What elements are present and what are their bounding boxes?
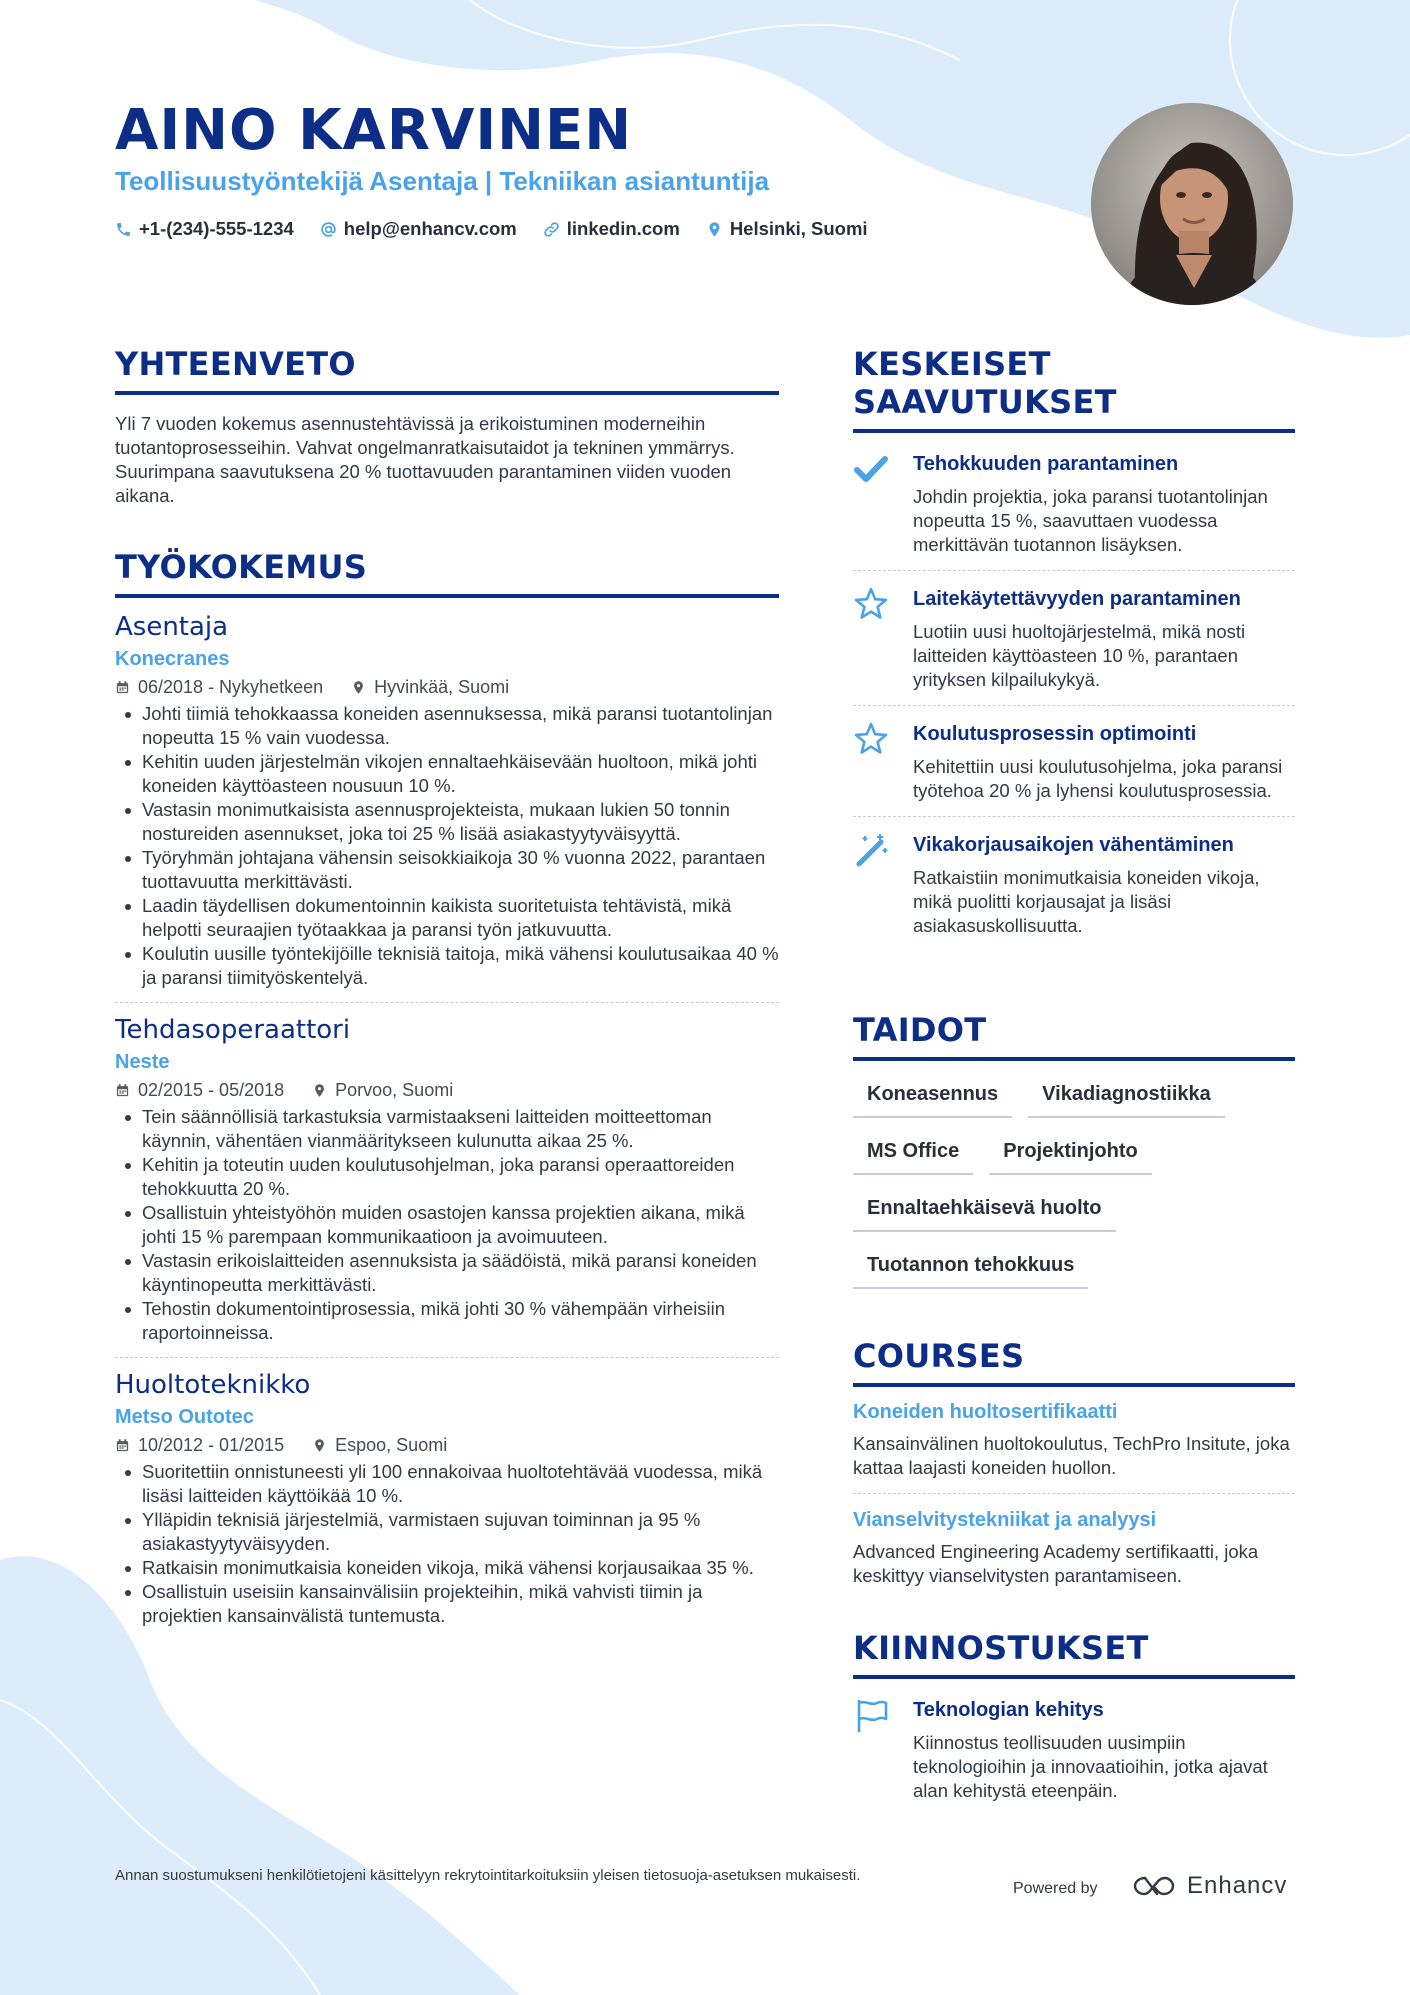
achievement-desc: Johdin projektia, joka paransi tuotantolinjan nopeutta 15 %, saavuttaen vuodessa merkittävän tuotannon lisäyksen. (913, 486, 1268, 555)
candidate-name: AINO KARVINEN (115, 98, 633, 163)
bullet-item: Ylläpidin teknisiä järjestelmiä, varmistaen sujuvan toiminnan ja 95 % asiakastyytyväisyyden. (115, 1508, 779, 1556)
flag-icon (853, 1697, 889, 1733)
achievement-title: Koulutusprosessin optimointi (913, 723, 1197, 745)
contact-bar (115, 218, 868, 240)
experience-title: TYÖKOKEMUS (115, 548, 368, 586)
email-text: help@enhancv.com (343, 218, 517, 239)
linkedin-text: linkedin.com (566, 218, 680, 239)
skill-tag: Projektinjohto (989, 1140, 1151, 1175)
skills-section (853, 1011, 1295, 1289)
bullet-item: Vastasin monimutkaisista asennusprojekteista, mukaan lukien 50 tonnin nostureiden asennukset, joka toi 25 % lisää asiakastyytyväisyyttä. (115, 798, 779, 846)
divider (853, 705, 1295, 706)
skill-tag: Tuotannon tehokkuus (853, 1254, 1088, 1289)
bullet-item: Koulutin uusille työntekijöille teknisiä taitoja, mikä vähensi koulutusaikaa 40 % ja paransi tiimityöskentelyä. (115, 942, 779, 990)
achievements-title: KESKEISET SAAVUTUKSET (853, 345, 1117, 421)
contact-email[interactable] (320, 218, 517, 240)
achievement-title: Laitekäytettävyyden parantaminen (913, 588, 1241, 610)
location-pin-icon (351, 680, 366, 695)
enhancv-logo[interactable] (1131, 1872, 1287, 1900)
phone-text: +1-(234)-555-1234 (139, 218, 294, 239)
job-entry (115, 612, 779, 990)
phone-icon (115, 221, 132, 238)
skill-tag: Koneasennus (853, 1083, 1012, 1118)
skill-tag: Vikadiagnostiikka (1028, 1083, 1225, 1118)
skills-rule (853, 1057, 1295, 1061)
job-dates-text: 06/2018 - Nykyhetkeen (138, 677, 324, 697)
job-bullets (115, 702, 779, 990)
job-dates (115, 1435, 284, 1456)
skill-tag: MS Office (853, 1140, 973, 1175)
job-dates-text: 10/2012 - 01/2015 (138, 1435, 285, 1455)
job-entry (115, 1015, 779, 1345)
summary-rule (115, 391, 779, 395)
contact-location (706, 218, 868, 240)
job-bullets (115, 1460, 779, 1628)
divider (115, 1357, 779, 1358)
bullet-item: Tein säännöllisiä tarkastuksia varmistaakseni laitteiden moitteettoman käynnin, vähentäen vianmääritykseen kulunutta aikaa 25 %. (115, 1105, 779, 1153)
course-item (853, 1401, 1295, 1480)
summary-title: YHTEENVETO (115, 345, 356, 383)
summary-section (115, 345, 779, 508)
job-location (312, 1080, 453, 1101)
interest-desc: Kiinnostus teollisuuden uusimpiin teknologioihin ja innovaatioihin, jotka ajavat alan kehitystä eteenpäin. (913, 1732, 1268, 1801)
job-location-text: Porvoo, Suomi (335, 1080, 454, 1100)
bullet-item: Kehitin uuden järjestelmän vikojen ennaltaehkäisevään huoltoon, mikä johti koneiden käyttöasteen nousuun 10 %. (115, 750, 779, 798)
interest-title: Teknologian kehitys (913, 1699, 1104, 1721)
star-icon (853, 586, 889, 622)
achievement-title: Vikakorjausaikojen vähentäminen (913, 834, 1234, 856)
skill-tag: Ennaltaehkäisevä huolto (853, 1197, 1116, 1232)
summary-text: Yli 7 vuoden kokemus asennustehtävissä ja erikoistuminen moderneihin tuotantoprosesseihin. Vahvat ongelmanratkaisutaidot ja tekninen ymmärrys. Suurimpana saavutuksena 20 % tuottavuuden parantaminen viiden vuoden aikana. (115, 413, 735, 506)
achievement-title: Tehokkuuden parantaminen (913, 453, 1179, 475)
powered-by-label: Powered by (1013, 1880, 1098, 1897)
achievement-desc: Luotiin uusi huoltojärjestelmä, mikä nosti laitteiden käyttöasteen 10 %, parantaen yrityksen kilpailukykyä. (913, 621, 1246, 690)
bullet-item: Johti tiimiä tehokkaassa koneiden asennuksessa, mikä paransi tuotantolinjan nopeutta 15 % vain vuodessa. (115, 702, 779, 750)
job-meta (115, 677, 779, 698)
job-entry (115, 1370, 779, 1628)
star-icon (853, 721, 889, 757)
divider (115, 1002, 779, 1003)
candidate-headline: Teollisuustyöntekijä Asentaja | Tekniikan asiantuntija (115, 166, 770, 196)
company-name: Metso Outotec (115, 1406, 254, 1428)
job-location-text: Hyvinkää, Suomi (374, 677, 510, 697)
courses-title: COURSES (853, 1337, 1025, 1375)
magic-wand-icon (853, 832, 889, 868)
bullet-item: Työryhmän johtajana vähensin seisokkiaikoja 30 % vuonna 2022, parantaen tuottavuutta merkittävästi. (115, 846, 779, 894)
achievements-section (853, 345, 1295, 938)
company-name: Konecranes (115, 648, 230, 670)
contact-phone[interactable] (115, 218, 294, 240)
job-meta (115, 1080, 779, 1101)
job-title: Huoltoteknikko (115, 1370, 311, 1400)
location-text: Helsinki, Suomi (729, 218, 868, 239)
bullet-item: Tehostin dokumentointiprosessia, mikä johti 30 % vähempään virheisiin raportoinneissa. (115, 1297, 779, 1345)
bullet-item: Suoritettiin onnistuneesti yli 100 ennakoivaa huoltotehtävää vuodessa, mikä lisäsi laitteiden käyttöikää 10 %. (115, 1460, 779, 1508)
interest-item (853, 1697, 1295, 1803)
course-item (853, 1509, 1295, 1588)
location-pin-icon (706, 221, 723, 238)
skills-list (853, 1083, 1295, 1289)
achievement-item (853, 451, 1295, 557)
courses-rule (853, 1383, 1295, 1387)
course-desc: Kansainvälinen huoltokoulutus, TechPro Insitute, joka kattaa laajasti koneiden huollon. (853, 1433, 1290, 1478)
achievement-item (853, 586, 1295, 692)
achievement-desc: Ratkaistiin monimutkaisia koneiden vikoja, mikä puolitti korjausajat ja lisäsi asiakasuskollisuutta. (913, 867, 1260, 936)
achievement-desc: Kehitettiin uusi koulutusohjelma, joka paransi työtehoa 20 % ja lyhensi koulutusprosessia. (913, 756, 1283, 801)
job-bullets (115, 1105, 779, 1345)
interests-section (853, 1629, 1295, 1803)
job-dates (115, 677, 323, 698)
enhancv-logo-icon (1131, 1874, 1177, 1898)
bullet-item: Ratkaisin monimutkaisia koneiden vikoja, mikä vähensi korjausaikaa 35 %. (115, 1556, 779, 1580)
job-location (351, 677, 509, 698)
achievement-item (853, 832, 1295, 938)
interests-rule (853, 1675, 1295, 1679)
course-title: Vianselvitystekniikat ja analyysi (853, 1509, 1157, 1531)
job-location-text: Espoo, Suomi (335, 1435, 448, 1455)
calendar-icon (115, 680, 130, 695)
skills-title: TAIDOT (853, 1011, 987, 1049)
job-title: Tehdasoperaattori (115, 1015, 351, 1045)
interests-title: KIINNOSTUKSET (853, 1629, 1149, 1667)
profile-photo (1091, 103, 1293, 305)
achievement-item (853, 721, 1295, 803)
experience-rule (115, 594, 779, 598)
location-pin-icon (312, 1438, 327, 1453)
achievements-rule (853, 429, 1295, 433)
job-title: Asentaja (115, 612, 229, 642)
bullet-item: Vastasin erikoislaitteiden asennuksista ja säädöistä, mikä paransi koneiden käyntinopeutta merkittävästi. (115, 1249, 779, 1297)
enhancv-brand-text: Enhancv (1187, 1872, 1288, 1899)
courses-section (853, 1337, 1295, 1588)
calendar-icon (115, 1083, 130, 1098)
bullet-item: Kehitin ja toteutin uuden koulutusohjelman, joka paransi operaattoreiden tehokkuutta 20 %. (115, 1153, 779, 1201)
checkmark-icon (853, 451, 889, 487)
divider (853, 816, 1295, 817)
job-dates-text: 02/2015 - 05/2018 (138, 1080, 285, 1100)
location-pin-icon (312, 1083, 327, 1098)
divider (853, 570, 1295, 571)
gdpr-consent-note: Annan suostumukseni henkilötietojeni käsittelyyn rekrytointitarkoituksiin yleisen tietosuoja-asetuksen mukaisesti. (115, 1867, 861, 1884)
bullet-item: Osallistuin yhteistyöhön muiden osastojen kanssa projektien aikana, mikä johti 15 % parempaan kommunikaatioon ja avoimuuteen. (115, 1201, 779, 1249)
bullet-item: Laadin täydellisen dokumentoinnin kaikista suoritetuista tehtävistä, mikä helpotti seuraajien työtaakkaa ja paransi työn jatkuvuutta. (115, 894, 779, 942)
course-desc: Advanced Engineering Academy sertifikaatti, joka keskittyy vianselvitysten parantamiseen. (853, 1541, 1259, 1586)
job-location (312, 1435, 447, 1456)
divider (853, 1493, 1295, 1494)
company-name: Neste (115, 1051, 170, 1073)
calendar-icon (115, 1438, 130, 1453)
job-meta (115, 1435, 779, 1456)
link-icon (543, 221, 560, 238)
bullet-item: Osallistuin useisiin kansainvälisiin projekteihin, mikä vahvisti tiimin ja projektien kansainvälistä tuntemusta. (115, 1580, 779, 1628)
contact-linkedin[interactable] (543, 218, 680, 240)
experience-section (115, 548, 779, 1628)
job-dates (115, 1080, 284, 1101)
course-title: Koneiden huoltosertifikaatti (853, 1401, 1118, 1423)
at-icon (320, 221, 337, 238)
